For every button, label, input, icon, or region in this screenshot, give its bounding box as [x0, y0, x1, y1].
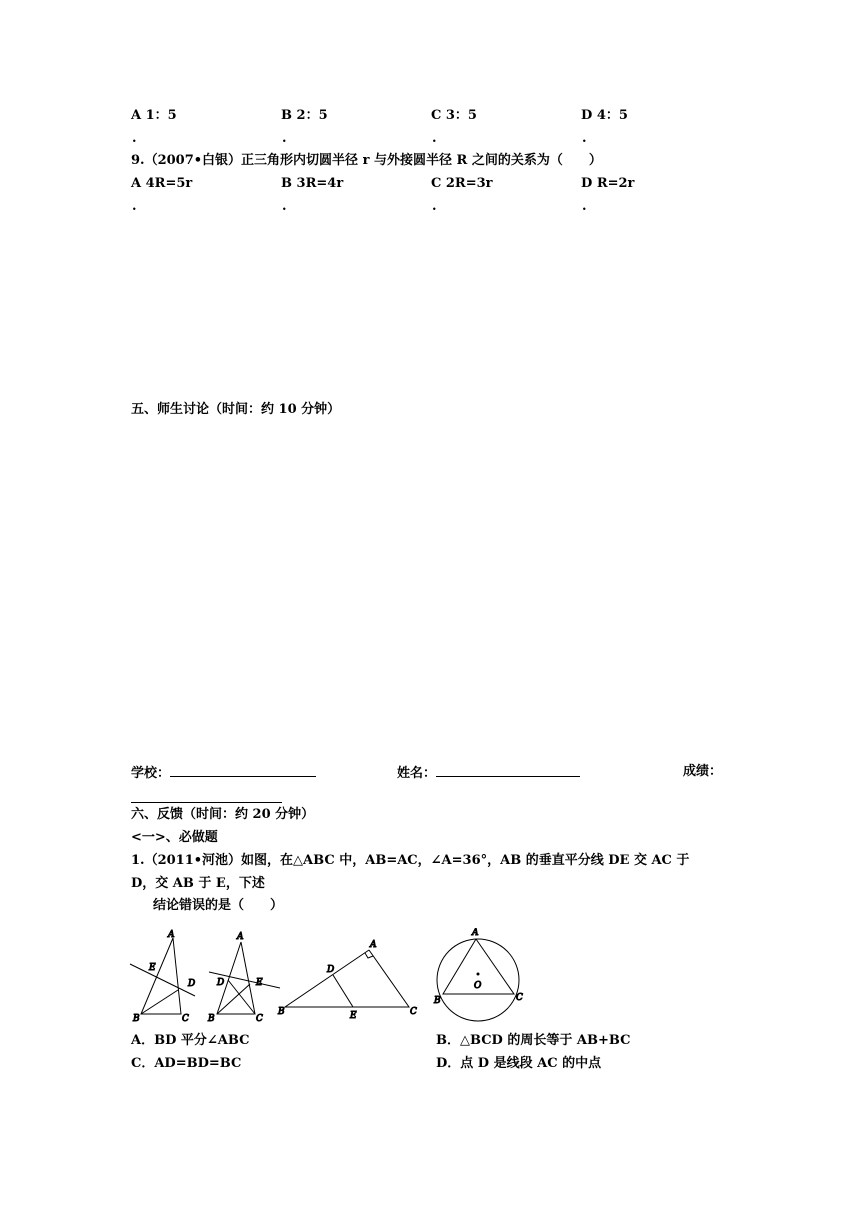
- q9-dot-d: .: [582, 199, 587, 214]
- fig4-center-dot: [477, 973, 480, 976]
- q1-option-a: A．BD 平分∠ABC: [131, 1033, 250, 1048]
- name-label: 姓名：: [397, 766, 437, 781]
- score-field: [683, 764, 722, 780]
- q9-stem: 9.（2007•白银）正三角形内切圆半径 r 与外接圆半径 R 之间的关系为（ ）: [131, 153, 602, 168]
- fig1-label-b: B: [133, 1014, 140, 1024]
- q1-option-c: C．AD=BD=BC: [131, 1056, 242, 1071]
- q9-option-b: B 3R=4r: [281, 176, 344, 191]
- section5-heading: 五、师生讨论（时间：约 10 分钟）: [131, 402, 341, 417]
- q8-dot-d: .: [582, 131, 587, 146]
- q8-option-d: D 4：5: [581, 108, 628, 123]
- fig1-label-a: A: [168, 930, 175, 940]
- q9-option-d: D R=2r: [581, 176, 635, 191]
- school-field: [131, 764, 316, 782]
- fig3-label-c: C: [410, 1007, 417, 1017]
- fig1-label-d: D: [188, 979, 196, 989]
- q9-dot-b: .: [282, 199, 287, 214]
- q1-stem-line1: 1.（2011•河池）如图，在△ABC 中，AB=AC，∠A=36°，AB 的垂直平分线 DE 交 AC 于: [131, 853, 690, 868]
- q1-stem-line3: 结论错误的是（ ）: [153, 898, 284, 913]
- q8-option-b: B 2：5: [281, 108, 328, 123]
- figure-3: [277, 940, 417, 1021]
- q8-dot-a: .: [132, 131, 137, 146]
- section6-subheading: <一>、必做题: [131, 830, 218, 845]
- section6-heading: 六、反馈（时间：约 20 分钟）: [131, 807, 315, 822]
- fig1-label-e: E: [149, 963, 156, 973]
- school-label: 学校：: [131, 766, 171, 781]
- figure-1: [130, 930, 195, 1024]
- school-blank[interactable]: [170, 764, 316, 777]
- fig2-label-e: E: [256, 978, 263, 988]
- fig4-label-c: C: [516, 993, 523, 1003]
- name-field: [397, 764, 580, 782]
- q9-option-a: A 4R=5r: [131, 176, 193, 191]
- fig4-label-o: O: [474, 981, 482, 991]
- q1-figures: [125, 928, 665, 1028]
- q1-stem-line2: D，交 AB 于 E，下述: [131, 876, 265, 891]
- q1-option-d: D．点 D 是线段 AC 的中点: [436, 1056, 602, 1071]
- score-label: 成绩：: [683, 764, 723, 779]
- fig3-label-b: B: [278, 1007, 285, 1017]
- q8-dot-b: .: [282, 131, 287, 146]
- fig1-perp-bisector: [130, 964, 195, 996]
- fig4-label-b: B: [434, 996, 441, 1006]
- fig2-label-c: C: [256, 1014, 263, 1024]
- q9-dot-a: .: [132, 199, 137, 214]
- fig2-label-b: B: [208, 1014, 215, 1024]
- name-blank[interactable]: [436, 764, 580, 777]
- fig2-label-d: D: [217, 978, 225, 988]
- figure-4: [433, 928, 523, 1021]
- figure-2: [207, 932, 280, 1024]
- fig3-triangle: [285, 950, 409, 1007]
- fig3-label-e: E: [350, 1011, 357, 1021]
- fig3-label-a: A: [370, 940, 377, 950]
- fig3-de-segment: [333, 975, 353, 1007]
- fig4-label-a: A: [472, 928, 479, 938]
- q8-dot-c: .: [432, 131, 437, 146]
- q9-dot-c: .: [432, 199, 437, 214]
- q8-option-a: A 1：5: [131, 108, 177, 123]
- fig4-circle: [437, 939, 519, 1021]
- q8-option-c: C 3：5: [431, 108, 477, 123]
- q9-option-c: C 2R=3r: [431, 176, 493, 191]
- fig3-label-d: D: [327, 965, 335, 975]
- fig2-dc-segment: [228, 980, 255, 1014]
- fig1-label-c: C: [182, 1014, 189, 1024]
- fig1-triangle: [141, 938, 181, 1014]
- q1-option-b: B．△BCD 的周长等于 AB+BC: [436, 1033, 631, 1048]
- score-blank[interactable]: [131, 802, 282, 803]
- fig2-label-a: A: [237, 932, 244, 942]
